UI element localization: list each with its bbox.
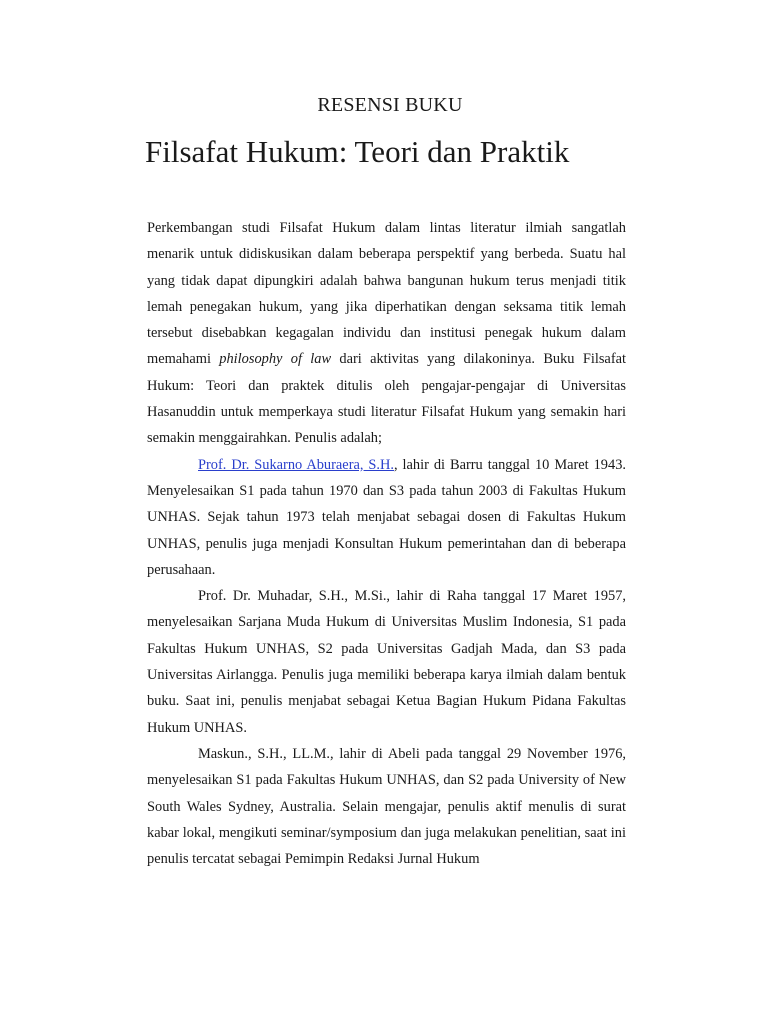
- author-name-link[interactable]: Prof. Dr. Sukarno Aburaera, S.H.: [198, 456, 395, 473]
- section-label: RESENSI BUKU: [317, 94, 463, 116]
- intro-paragraph: [147, 215, 626, 452]
- author-bio-1: , lahir di Barru tanggal 10 Maret 1943. Menyelesaikan S1 pada tahun 1970 dan S3 pada tahun 2003 di Fakultas Hukum UNHAS. Sejak tahun 1973 telah menjabat sebagai dosen di Fakultas Hukum UNHAS, penulis juga menjadi Konsultan Hukum pemerintahan dan di beberapa perusahaan.: [147, 456, 626, 578]
- review-body: [147, 215, 626, 872]
- author-paragraph-2: Prof. Dr. Muhadar, S.H., M.Si., lahir di Raha tanggal 17 Maret 1957, menyelesaikan Sarjana Muda Hukum di Universitas Muslim Indonesia, S1 pada Fakultas Hukum UNHAS, S2 pada Universitas Gadjah Mada, dan S3 pada Universitas Airlangga. Penulis juga memiliki beberapa karya ilmiah dalam bentuk buku. Saat ini, penulis menjabat sebagai Ketua Bagian Hukum Pidana Fakultas Hukum UNHAS.: [147, 588, 626, 736]
- book-title: Filsafat Hukum: Teori dan Praktik: [145, 134, 570, 169]
- intro-emphasis: philosophy of law: [219, 351, 332, 368]
- intro-text-part1: Perkembangan studi Filsafat Hukum dalam lintas literatur ilmiah sangatlah menarik untuk didiskusikan dalam beberapa perspektif yang berbeda. Suatu hal yang tidak dapat dipungkiri adalah bahwa bangunan hukum terus menjadi titik lemah penegakan hukum, yang jika diperhatikan dengan seksama titik lemah tersebut disebabkan kegagalan individu dan institusi penegak hukum dalam memahami: [147, 220, 626, 368]
- author-paragraph-3: Maskun., S.H., LL.M., lahir di Abeli pada tanggal 29 November 1976, menyelesaikan S1 pada Fakultas Hukum UNHAS, dan S2 pada University of New South Wales Sydney, Australia. Selain mengajar, penulis aktif menulis di surat kabar lokal, mengikuti seminar/symposium dan juga melakukan penelitian, saat ini penulis tercatat sebagai Pemimpin Redaksi Jurnal Hukum: [147, 745, 626, 868]
- author-paragraph-1: [147, 452, 626, 583]
- intro-text-part2: dari aktivitas yang dilakoninya. Buku Filsafat Hukum: Teori dan praktek ditulis oleh pengajar-pengajar di Universitas Hasanuddin untuk memperkaya studi literatur Filsafat Hukum yang semakin hari semakin menggairahkan. Penulis adalah;: [147, 351, 626, 447]
